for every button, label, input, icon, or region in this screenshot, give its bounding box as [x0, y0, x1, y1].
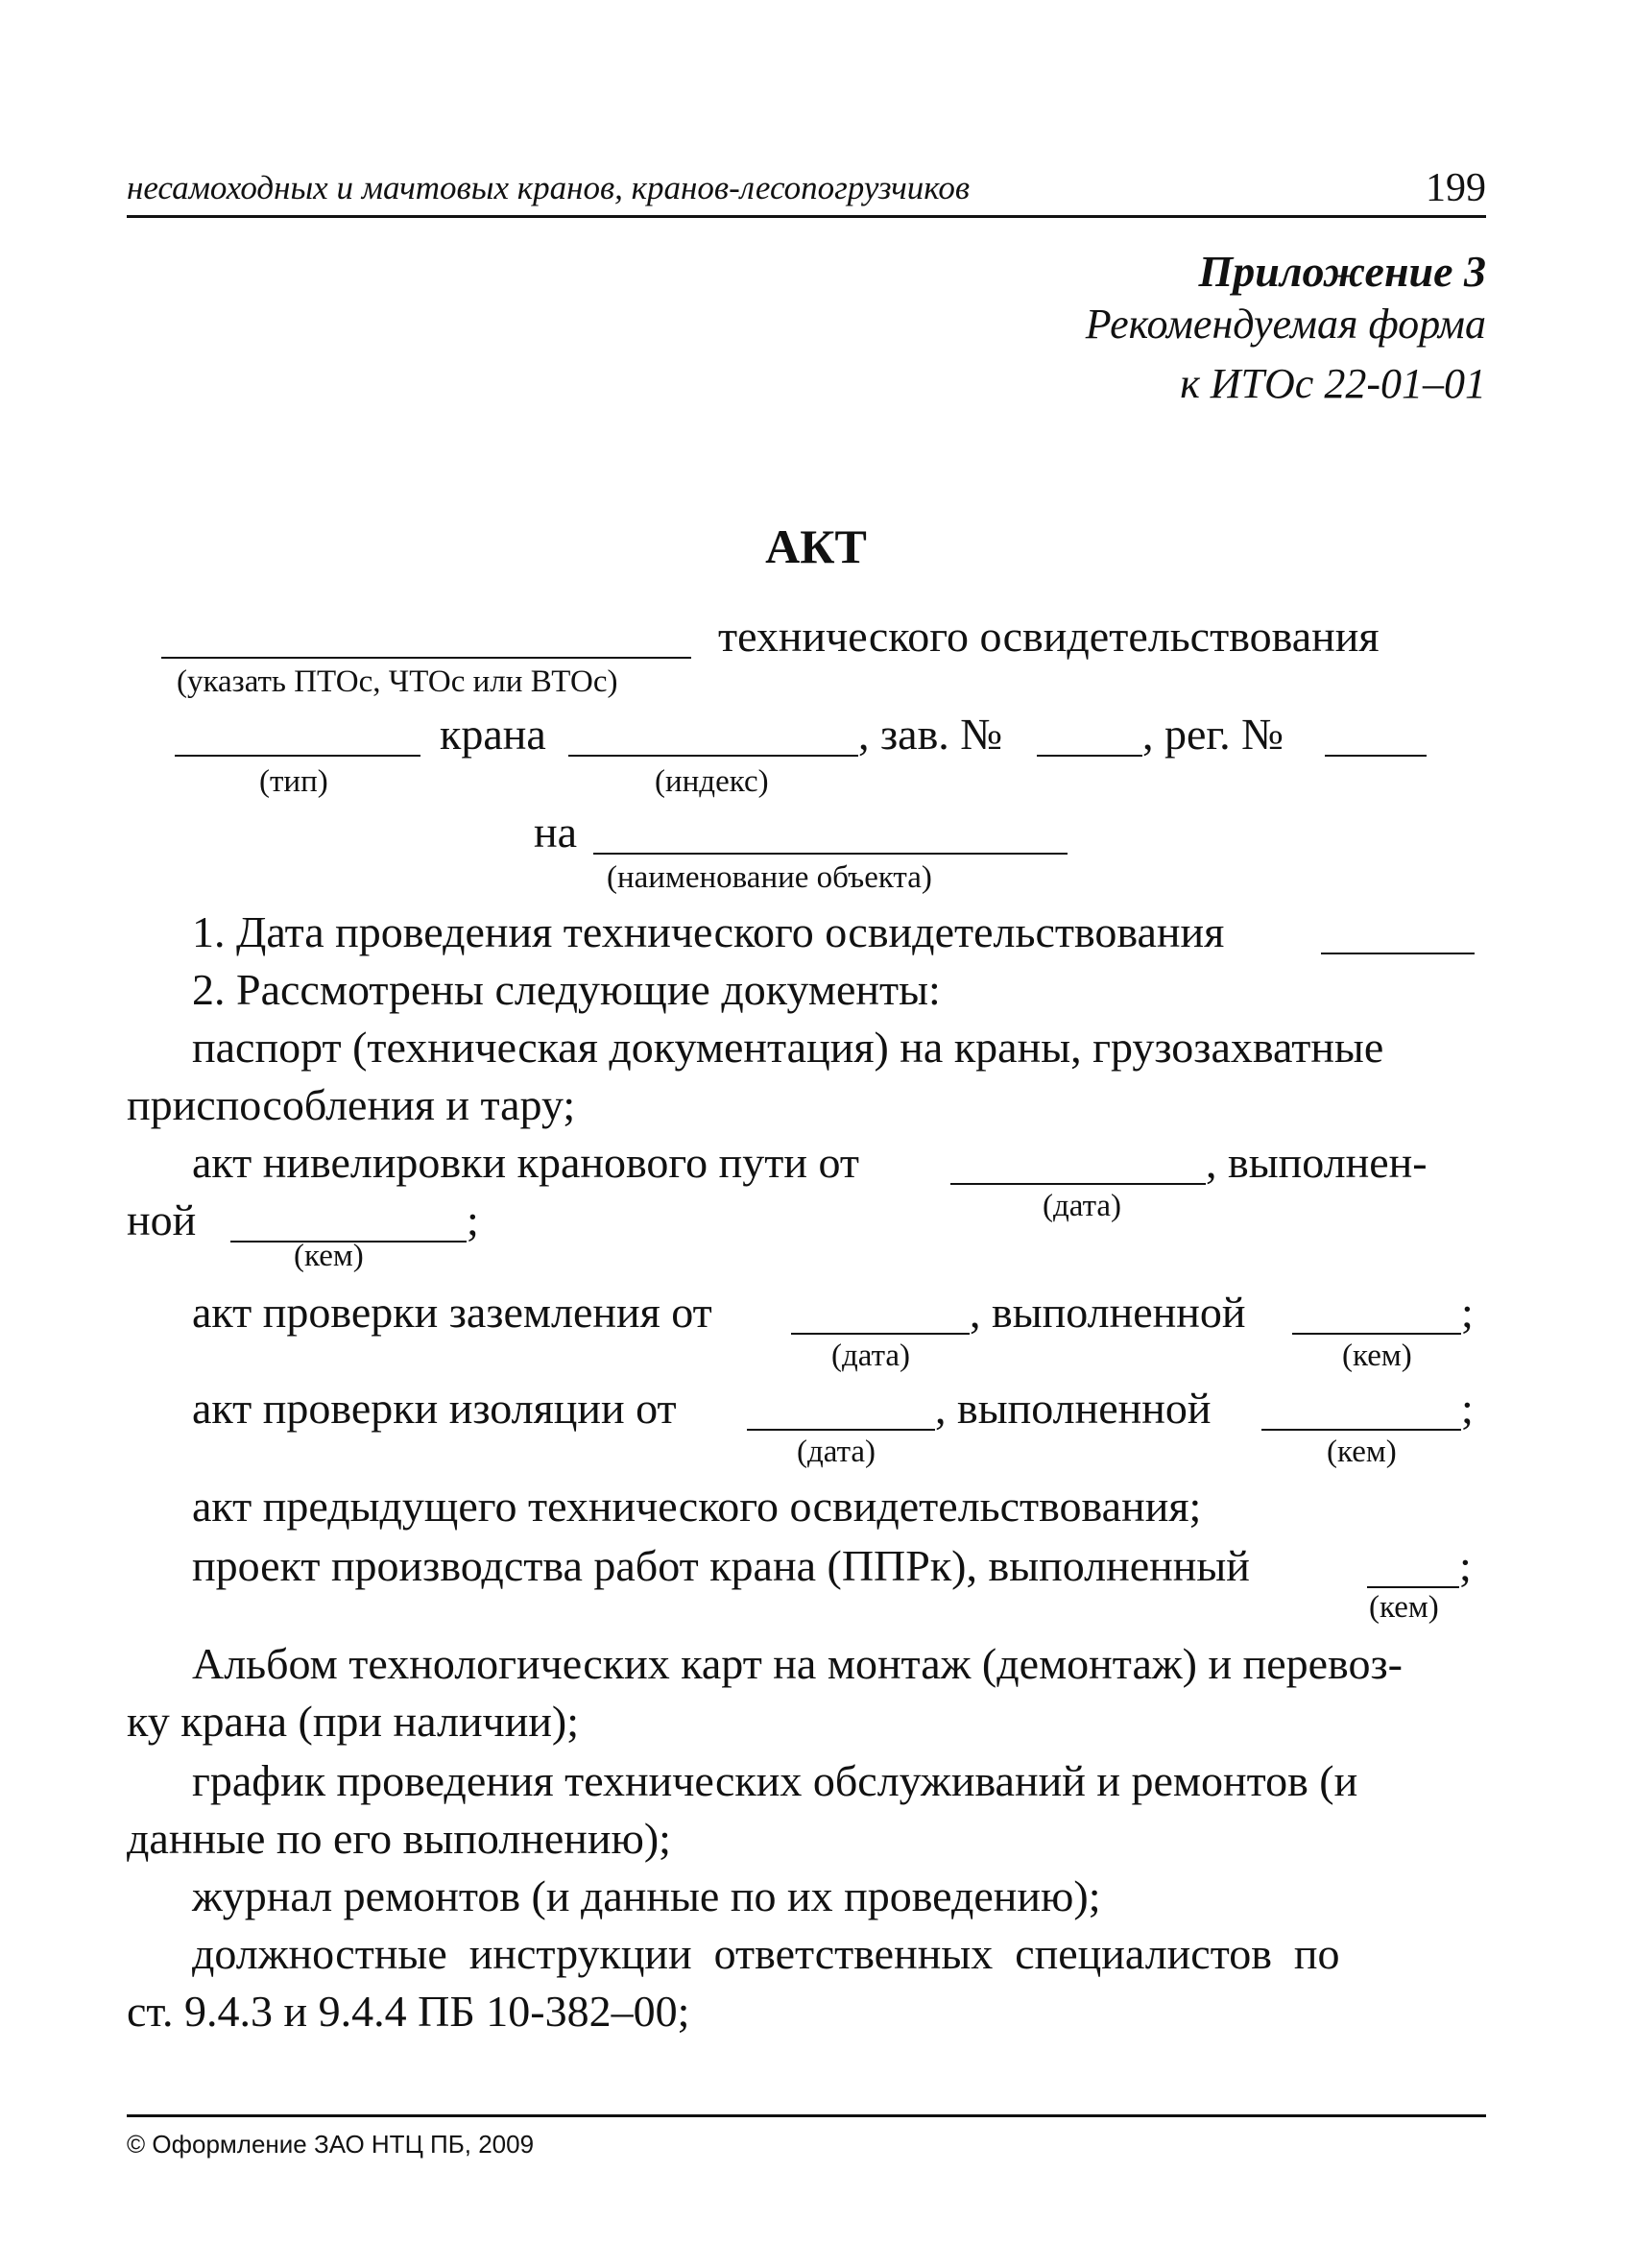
doc-schedule-line1: график проведения технических обслуживаний и ремонтов (и: [192, 1756, 1358, 1805]
isolation-by-blank: [1261, 1396, 1461, 1431]
type-caption: (тип): [259, 764, 328, 799]
grounding-date-blank: [791, 1300, 970, 1335]
item-1-inspection-date: 1. Дата проведения технического освидетельствования: [192, 907, 1225, 956]
grounding-date-caption: (дата): [831, 1339, 911, 1373]
doc-grounding: акт проверки заземления от: [192, 1288, 712, 1337]
project-by-blank: [1367, 1554, 1459, 1588]
grounding-by-blank: [1292, 1300, 1461, 1335]
factory-number-label: , зав. №: [858, 710, 1003, 759]
index-caption: (индекс): [655, 764, 769, 799]
isolation-end: ;: [1461, 1384, 1474, 1433]
inspection-type-blank: [161, 624, 691, 659]
appendix-reference: к ИТОс 22-01–01: [1180, 360, 1486, 407]
header-rule: [127, 215, 1486, 218]
project-end: ;: [1459, 1541, 1472, 1590]
isolation-date-blank: [747, 1396, 935, 1431]
doc-leveling-line2: ной: [127, 1195, 197, 1244]
footer-rule: [127, 2114, 1486, 2117]
crane-index-blank: [568, 722, 858, 757]
doc-previous-inspection: акт предыдущего технического освидетельствования;: [192, 1482, 1202, 1531]
doc-grounding-performed: , выполненной: [970, 1288, 1246, 1337]
crane-label: крана: [440, 710, 546, 759]
isolation-by-caption: (кем): [1327, 1435, 1397, 1469]
isolation-date-caption: (дата): [797, 1435, 876, 1469]
appendix-subtitle: Рекомендуемая форма: [1085, 301, 1486, 348]
doc-repair-journal: журнал ремонтов (и данные по их проведению);: [192, 1871, 1101, 1920]
act-title: АКТ: [765, 519, 867, 573]
page-number: 199: [1426, 166, 1486, 210]
registration-number-label: , рег. №: [1142, 710, 1284, 759]
item-2-documents: 2. Рассмотрены следующие документы:: [192, 965, 941, 1014]
object-name-blank: [593, 820, 1068, 855]
crane-type-blank: [175, 722, 420, 757]
object-caption: (наименование объекта): [607, 860, 932, 895]
leveling-by-caption: (кем): [294, 1239, 364, 1273]
appendix-title: Приложение 3: [1198, 247, 1486, 296]
doc-leveling-line1: акт нивелировки кранового пути от: [192, 1138, 859, 1187]
line1-text: технического освидетельствования: [718, 612, 1380, 661]
grounding-by-caption: (кем): [1342, 1339, 1412, 1373]
doc-instructions-line2: ст. 9.4.3 и 9.4.4 ПБ 10-382–00;: [127, 1987, 690, 2036]
doc-passport-line2: приспособления и тару;: [127, 1080, 576, 1129]
leveling-date-blank: [950, 1150, 1206, 1185]
grounding-end: ;: [1461, 1288, 1474, 1337]
doc-album-line2: ку крана (при наличии);: [127, 1697, 580, 1746]
doc-passport-line1: паспорт (техническая документация) на краны, грузозахватные: [192, 1023, 1384, 1072]
doc-schedule-line2: данные по его выполнению);: [127, 1814, 671, 1863]
leveling-by-blank: [230, 1208, 467, 1243]
doc-isolation: акт проверки изоляции от: [192, 1384, 677, 1433]
doc-album-line1: Альбом технологических карт на монтаж (демонтаж) и перевоз-: [192, 1639, 1403, 1688]
leveling-date-caption: (дата): [1043, 1189, 1122, 1223]
doc-instructions-line1: должностные инструкции ответственных специалистов по: [192, 1929, 1340, 1978]
factory-number-blank: [1037, 722, 1142, 757]
footer-copyright: © Оформление ЗАО НТЦ ПБ, 2009: [127, 2130, 535, 2159]
doc-leveling-performed: , выполнен-: [1206, 1138, 1428, 1187]
object-label: на: [534, 808, 578, 857]
inspection-type-caption: (указать ПТОс, ЧТОс или ВТОс): [177, 664, 618, 699]
doc-isolation-performed: , выполненной: [935, 1384, 1212, 1433]
registration-number-blank: [1325, 722, 1427, 757]
running-head: несамоходных и мачтовых кранов, кранов-лесопогрузчиков: [127, 169, 971, 206]
project-by-caption: (кем): [1369, 1590, 1439, 1625]
doc-leveling-end: ;: [467, 1195, 479, 1244]
inspection-date-blank: [1321, 920, 1475, 954]
doc-work-project: проект производства работ крана (ППРк), выполненный: [192, 1541, 1250, 1590]
